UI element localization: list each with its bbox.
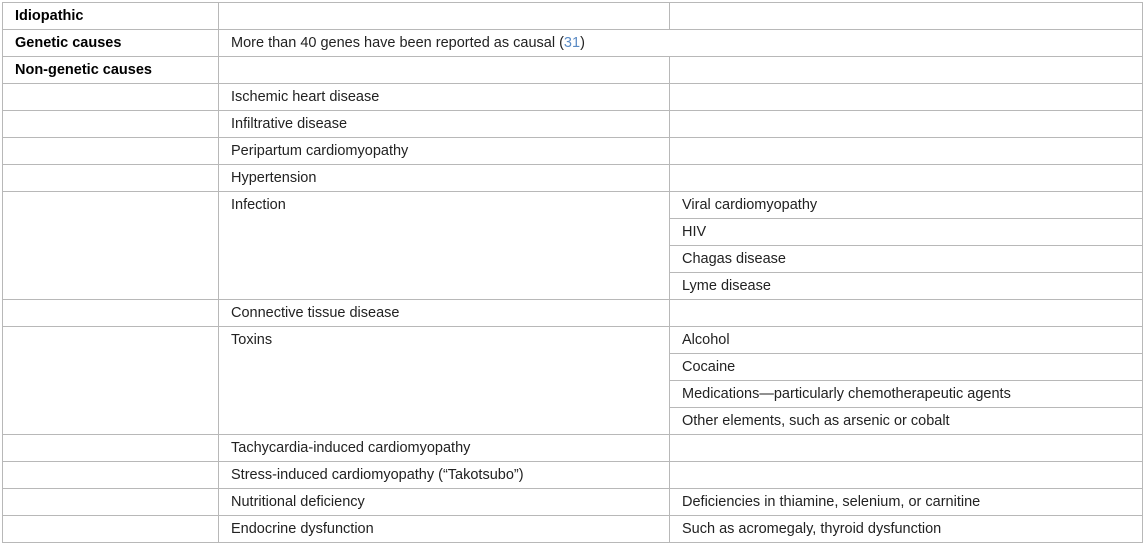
cause-cell: Infection — [219, 192, 670, 300]
detail-cell — [670, 111, 1143, 138]
detail-cell: Deficiencies in thiamine, selenium, or carnitine — [670, 489, 1143, 516]
detail-cell: Chagas disease — [670, 246, 1143, 273]
cause-cell: Connective tissue disease — [219, 300, 670, 327]
category-cell: Non-genetic causes — [3, 57, 219, 84]
detail-cell: HIV — [670, 219, 1143, 246]
reference-link[interactable]: 31 — [563, 35, 581, 51]
row-tachycardia — [3, 435, 1143, 462]
cause-cell: Hypertension — [219, 165, 670, 192]
cause-cell: Peripartum cardiomyopathy — [219, 138, 670, 165]
category-cell — [3, 516, 219, 543]
category-cell — [3, 165, 219, 192]
cause-cell: Stress-induced cardiomyopathy (“Takotsubo”) — [219, 462, 670, 489]
cause-cell — [219, 3, 670, 30]
category-cell — [3, 111, 219, 138]
category-cell: Genetic causes — [3, 30, 219, 57]
category-cell — [3, 138, 219, 165]
cause-text: More than 40 genes have been reported as causal ( — [231, 35, 564, 51]
detail-cell: Alcohol — [670, 327, 1143, 354]
detail-cell: Medications—particularly chemotherapeutic agents — [670, 381, 1143, 408]
detail-cell — [670, 165, 1143, 192]
causes-table — [2, 2, 1143, 543]
category-cell — [3, 327, 219, 435]
detail-cell: Viral cardiomyopathy — [670, 192, 1143, 219]
detail-cell: Other elements, such as arsenic or cobalt — [670, 408, 1143, 435]
row-hypertension — [3, 165, 1143, 192]
detail-cell: Cocaine — [670, 354, 1143, 381]
row-genetic-causes — [3, 30, 1143, 57]
cause-cell — [219, 30, 1143, 57]
cause-cell: Infiltrative disease — [219, 111, 670, 138]
cause-text-tail: ) — [580, 35, 585, 51]
row-connective-tissue — [3, 300, 1143, 327]
category-cell: Idiopathic — [3, 3, 219, 30]
row-infiltrative — [3, 111, 1143, 138]
detail-cell — [670, 138, 1143, 165]
detail-cell — [670, 300, 1143, 327]
row-idiopathic — [3, 3, 1143, 30]
detail-cell: Lyme disease — [670, 273, 1143, 300]
category-cell — [3, 84, 219, 111]
row-stress-induced — [3, 462, 1143, 489]
detail-cell — [670, 3, 1143, 30]
detail-cell — [670, 57, 1143, 84]
row-infection — [3, 192, 1143, 219]
detail-cell — [670, 462, 1143, 489]
row-nutritional — [3, 489, 1143, 516]
category-cell — [3, 462, 219, 489]
category-cell — [3, 300, 219, 327]
detail-cell — [670, 435, 1143, 462]
cause-cell: Toxins — [219, 327, 670, 435]
detail-cell — [670, 84, 1143, 111]
category-cell — [3, 435, 219, 462]
row-toxins — [3, 327, 1143, 354]
table-body — [3, 3, 1143, 543]
row-peripartum — [3, 138, 1143, 165]
category-cell — [3, 489, 219, 516]
row-endocrine — [3, 516, 1143, 543]
cause-cell: Ischemic heart disease — [219, 84, 670, 111]
cause-cell: Tachycardia-induced cardiomyopathy — [219, 435, 670, 462]
cause-cell: Nutritional deficiency — [219, 489, 670, 516]
category-cell — [3, 192, 219, 300]
cause-cell: Endocrine dysfunction — [219, 516, 670, 543]
row-ischemic — [3, 84, 1143, 111]
row-non-genetic-causes — [3, 57, 1143, 84]
detail-cell: Such as acromegaly, thyroid dysfunction — [670, 516, 1143, 543]
cause-cell — [219, 57, 670, 84]
